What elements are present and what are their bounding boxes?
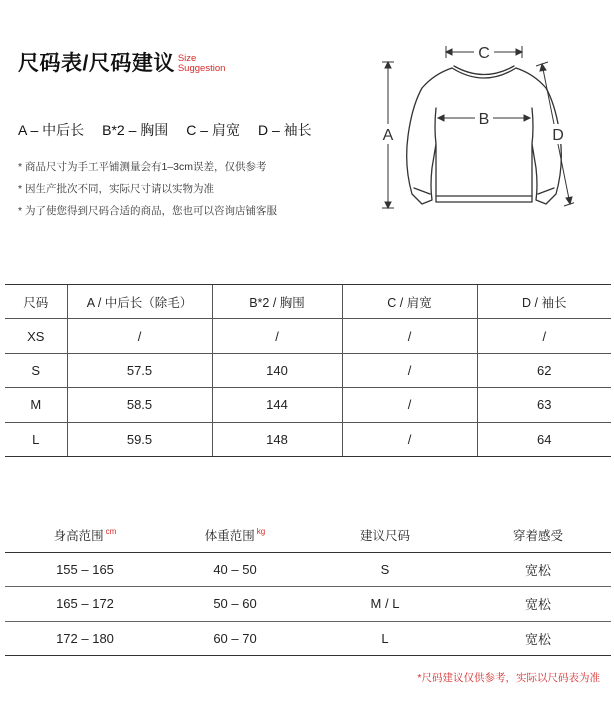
- label-c: C: [478, 45, 490, 62]
- label-d: D: [552, 127, 564, 144]
- label-a: A: [382, 127, 394, 144]
- table-cell: L: [5, 422, 67, 456]
- note-item: * 因生产批次不同，实际尺寸请以实物为准: [18, 183, 215, 195]
- header-cell: 穿着感受: [465, 518, 611, 552]
- table-row: [5, 422, 611, 456]
- table-row: [5, 587, 611, 622]
- table-cell: 59.5: [67, 422, 212, 456]
- table-cell: 148: [212, 422, 342, 456]
- title-en-line1: Size: [177, 53, 197, 64]
- header-cell: [165, 518, 305, 552]
- header-unit: kg: [256, 526, 266, 536]
- table-cell: 40 – 50: [165, 552, 305, 587]
- header-cell: C / 肩宽: [342, 285, 477, 319]
- table-cell: /: [477, 319, 611, 353]
- table-cell: 57.5: [67, 353, 212, 387]
- title-en-line2: Suggestion: [177, 63, 226, 74]
- title-en: [178, 54, 226, 76]
- table-cell: 64: [477, 422, 611, 456]
- table-cell: /: [342, 353, 477, 387]
- table-cell: 155 – 165: [5, 552, 165, 587]
- table-cell: S: [5, 353, 67, 387]
- label-b: B: [478, 111, 490, 128]
- header-cell: 尺码: [5, 285, 67, 319]
- table-row: [5, 353, 611, 387]
- table-row: [5, 388, 611, 422]
- table-cell: 宽松: [465, 552, 611, 587]
- table-cell: 165 – 172: [5, 587, 165, 622]
- legend-item-d: D – 袖长: [257, 122, 312, 138]
- table-cell: 144: [212, 388, 342, 422]
- header-label: 体重范围: [204, 528, 255, 543]
- table-cell: /: [342, 319, 477, 353]
- table-cell: 58.5: [67, 388, 212, 422]
- table-row: [5, 319, 611, 353]
- table-row: [5, 552, 611, 587]
- header-cell: A / 中后长（除毛）: [67, 285, 212, 319]
- table-cell: M: [5, 388, 67, 422]
- legend-item-b: B*2 – 胸围: [102, 122, 169, 138]
- table-cell: 172 – 180: [5, 621, 165, 656]
- table-cell: L: [305, 621, 465, 656]
- table-cell: /: [212, 319, 342, 353]
- suggestion-table: [5, 518, 611, 656]
- header-cell: 建议尺码: [305, 518, 465, 552]
- header-label: 身高范围: [53, 528, 104, 543]
- table-cell: 宽松: [465, 587, 611, 622]
- size-table-header: [5, 285, 611, 319]
- note-item: * 为了使您得到尺码合适的商品，您也可以咨询店铺客服: [18, 205, 278, 217]
- table-cell: M / L: [305, 587, 465, 622]
- header-cell: B*2 / 胸围: [212, 285, 342, 319]
- table-cell: /: [342, 422, 477, 456]
- table-cell: 宽松: [465, 621, 611, 656]
- table-cell: /: [67, 319, 212, 353]
- table-cell: /: [342, 388, 477, 422]
- measurement-legend: [18, 120, 330, 140]
- sweater-body: [407, 68, 562, 204]
- table-cell: 140: [212, 353, 342, 387]
- header-unit: cm: [105, 526, 117, 536]
- suggestion-table-header: [5, 518, 611, 552]
- footnote: *尺码建议仅供参考，实际以尺码表为准: [417, 672, 600, 684]
- header-cell: [5, 518, 165, 552]
- legend-item-a: A – 中后长: [18, 122, 85, 138]
- title-cn: 尺码表/尺码建议: [18, 52, 175, 75]
- page-title: [18, 52, 225, 76]
- size-table: [5, 284, 611, 457]
- table-cell: 63: [477, 388, 611, 422]
- notes: [18, 156, 277, 222]
- table-cell: 60 – 70: [165, 621, 305, 656]
- table-cell: XS: [5, 319, 67, 353]
- header-cell: D / 袖长: [477, 285, 611, 319]
- table-cell: 50 – 60: [165, 587, 305, 622]
- legend-item-c: C – 肩宽: [186, 122, 240, 138]
- note-item: * 商品尺寸为手工平铺测量会有1–3cm误差，仅供参考: [18, 161, 267, 173]
- sweater-diagram: [374, 36, 574, 216]
- table-row: [5, 621, 611, 656]
- table-cell: S: [305, 552, 465, 587]
- table-cell: 62: [477, 353, 611, 387]
